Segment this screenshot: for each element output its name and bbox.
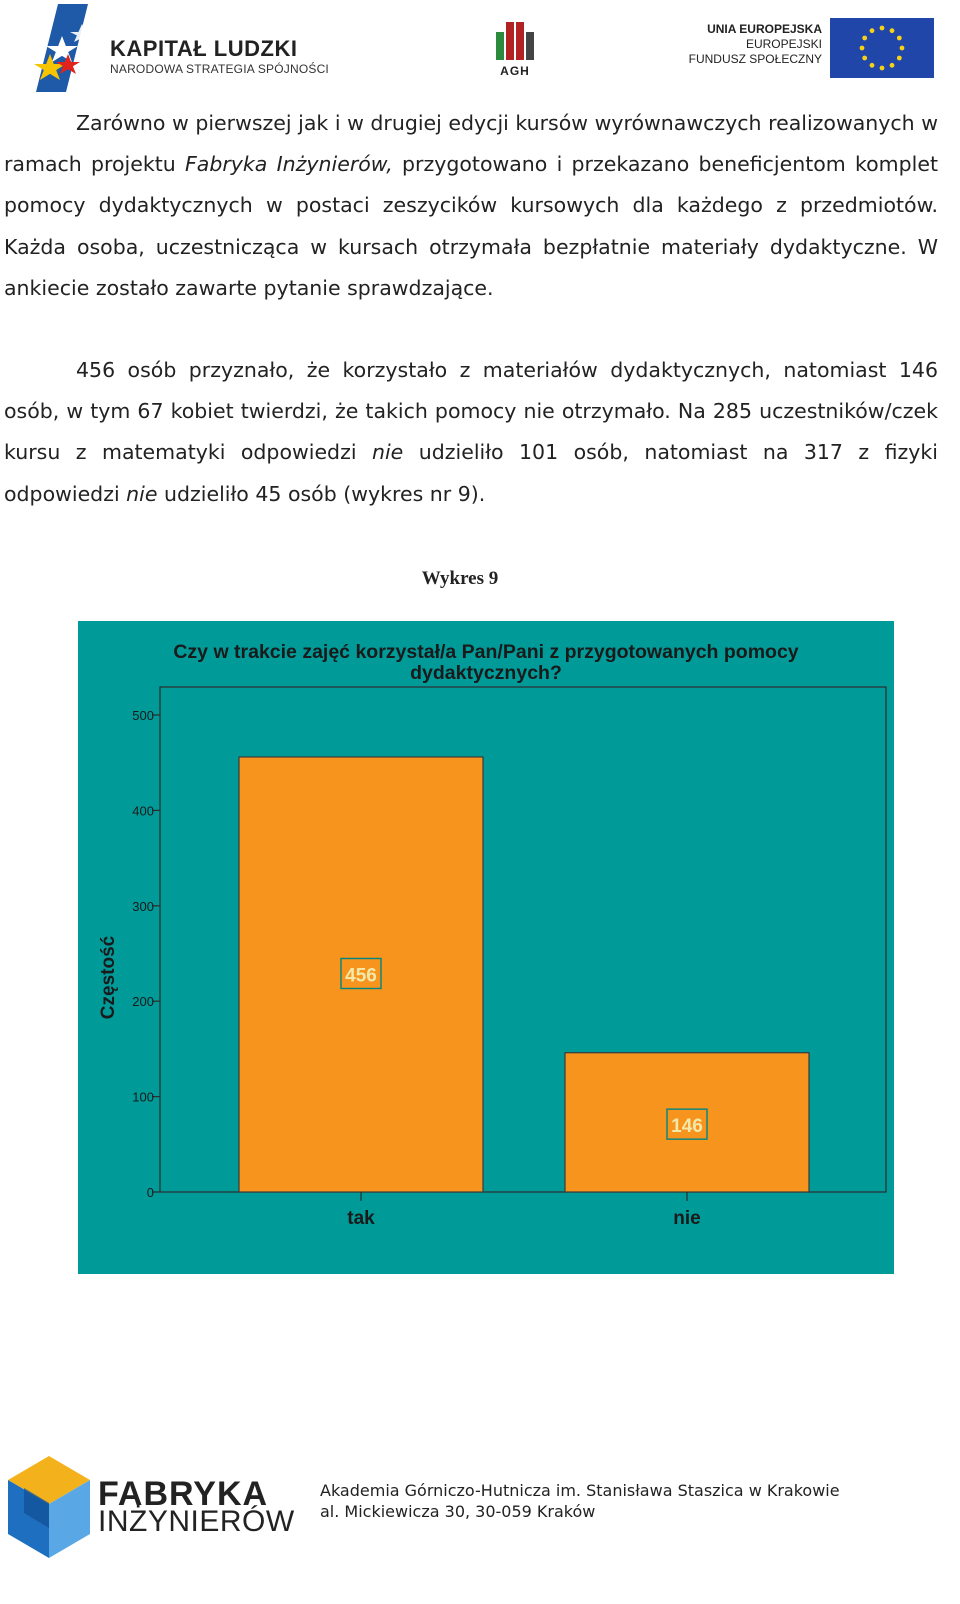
data-label: 456 [345,965,377,987]
y-tick-label: 400 [132,803,154,819]
paragraph-2-part1: 456 osób przyznało, że korzystało z materiałów dydaktycznych, natomiast 146 osób, w tym 67 kobiet twierdzi, że takich pomocy nie otrzymało. Na 285 uczestników/czek kursu z matematyki odpowiedzi [4,358,938,465]
page-footer [0,1440,960,1604]
paragraph-1 [4,103,938,309]
address [320,1480,840,1522]
project-name: Fabryka Inżynierów, [185,152,393,177]
paragraph-1-part1: Zarówno w pierwszej jak i w drugiej edycji kursów wyrównawczych realizowanych w ramach projektu [4,111,938,177]
eu-star [890,28,895,33]
paragraph-2 [4,350,938,515]
eu-star [862,56,867,61]
eu-star [870,28,875,33]
eu-star [860,46,865,51]
paragraph-2-italic2: nie [126,481,158,506]
chart-title-line1: Czy w trakcie zajęć korzystał/a Pan/Pani z przygotowanych pomocy [173,641,799,663]
y-tick-label: 200 [132,994,154,1010]
eu-star [880,26,885,31]
paragraph-1-part2: przygotowano i przekazano beneficjentom komplet pomocy dydaktycznych w postaci zeszycików kursowych dla każdego z przedmiotów. Każda osoba, uczestnicząca w kursach otrzymała bezpłatnie materiały dydaktyczne. W ankiecie zostało zawarte pytanie sprawdzające. [4,152,938,300]
eu-star [897,56,902,61]
data-label: 146 [671,1116,703,1138]
address-line1: Akademia Górniczo-Hutnicza im. Stanisława Staszica w Krakowie [320,1481,840,1500]
bar-chart [78,621,894,1274]
y-tick-label: 100 [132,1089,154,1105]
eu-line3: FUNDUSZ SPOŁECZNY [688,52,822,66]
fabryka-subtitle: INŻYNIERÓW [98,1505,295,1538]
y-axis-label: Częstość [98,935,119,1020]
y-tick-label: 300 [132,898,154,914]
eu-star [900,46,905,51]
paragraph-2-part3: udzieliło 45 osób (wykres nr 9). [157,481,486,506]
kapital-ludzki-subtitle: NARODOWA STRATEGIA SPÓJNOŚCI [110,62,329,76]
agh-label: AGH [500,64,530,78]
eu-star [897,36,902,41]
x-tick-label: nie [673,1208,701,1229]
paragraph-2-italic1: nie [371,440,404,465]
chart-title-line2: dydaktycznych? [410,662,562,684]
fabryka-cube-icon [4,1448,94,1564]
chart-caption: Wykres 9 [421,568,499,589]
eu-star [890,63,895,68]
y-tick-label: 0 [146,1185,154,1200]
eu-text [689,22,822,67]
kapital-ludzki-star-icon [28,2,118,96]
page-header [0,0,960,100]
eu-logo [688,16,934,80]
eu-star [870,63,875,68]
fabryka-title: FABRYKA [98,1475,269,1513]
x-tick-label: tak [347,1208,375,1229]
eu-star [880,66,885,71]
chart-svg [78,621,894,1274]
agh-emblem-icon [492,16,538,62]
eu-flag-icon [830,18,934,78]
y-tick-label: 500 [132,708,154,723]
paragraph-2-part2: udzieliło 101 osób, natomiast na 317 z fizyki odpowiedzi [4,440,938,506]
address-line2: al. Mickiewicza 30, 30-059 Kraków [320,1502,596,1521]
eu-star [862,36,867,41]
eu-line2: EUROPEJSKI [745,37,822,51]
agh-logo [492,16,538,80]
kapital-ludzki-logo [28,2,348,96]
kapital-ludzki-title: KAPITAŁ LUDZKI [110,36,298,61]
eu-line1: UNIA EUROPEJSKA [707,22,822,36]
